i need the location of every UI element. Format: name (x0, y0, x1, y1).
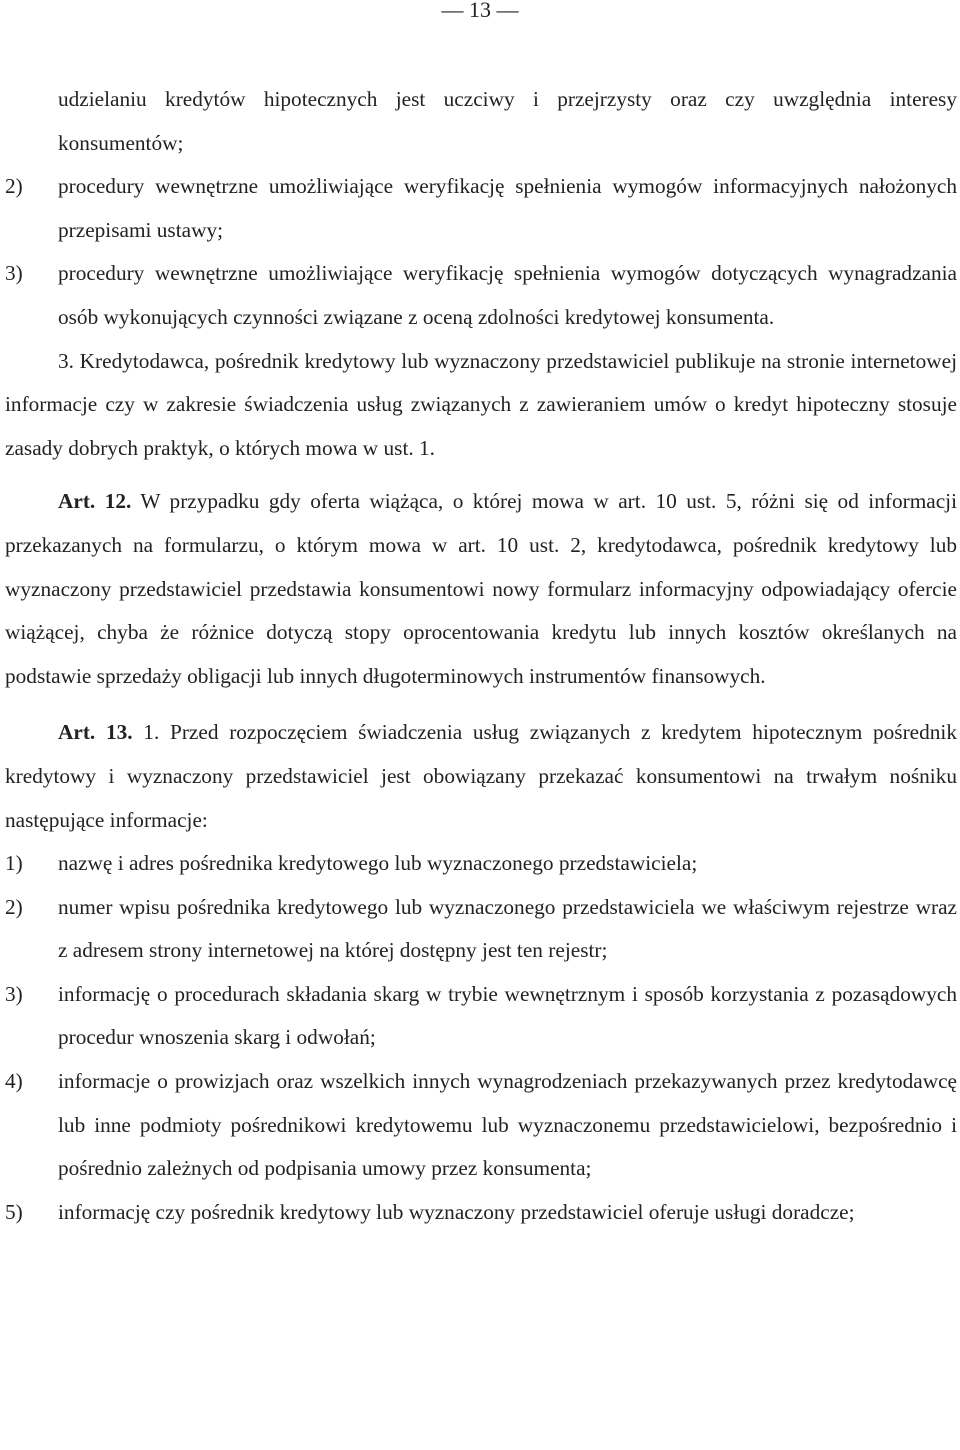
document-body (5, 78, 957, 1234)
article-12-label: Art. 12. (58, 489, 132, 514)
list-item-text: procedury wewnętrzne umożliwiające weryfikację spełnienia wymogów dotyczących wynagradzania osób wykonujących czynności związane z oceną zdolności kredytowej konsumenta. (58, 261, 957, 329)
list-item (5, 886, 957, 973)
article-12-text: W przypadku gdy oferta wiążąca, o której mowa w art. 10 ust. 5, różni się od informacji przekazanych na formularzu, o którym mowa w art. 10 ust. 2, kredytodawca, pośrednik kredytowy lub wyznaczony przedstawiciel przedstawia konsumentowi nowy formularz informacyjny odpowiadający ofercie wiążącej, chyba że różnice dotyczą stopy oprocentowania kredytu lub innych kosztów określanych na podstawie sprzedaży obligacji lub innych długoterminowych instrumentów finansowych. (5, 489, 957, 688)
list-item-text: informację czy pośrednik kredytowy lub wyznaczony przedstawiciel oferuje usługi doradcze; (58, 1199, 855, 1224)
article-13-label: Art. 13. (58, 720, 133, 745)
intro-continuation: udzielaniu kredytów hipotecznych jest uczciwy i przejrzysty oraz czy uwzględnia interesy konsumentów; (58, 87, 957, 155)
list-item (5, 973, 957, 1060)
list-item-text: procedury wewnętrzne umożliwiające weryfikację spełnienia wymogów informacyjnych nałożonych przepisami ustawy; (58, 174, 957, 242)
list-item-number: 1) (5, 851, 23, 876)
list-item (5, 842, 957, 886)
article-13-text: 1. Przed rozpoczęciem świadczenia usług związanych z kredytem hipotecznym pośrednik kredytowy i wyznaczony przedstawiciel jest obowiązany przekazać konsumentowi na trwałym nośniku następujące informacje: (5, 720, 957, 832)
list-item (5, 1191, 957, 1235)
list-item (5, 252, 957, 339)
list-item-number: 4) (5, 1069, 23, 1094)
list-item-text: nazwę i adres pośrednika kredytowego lub wyznaczonego przedstawiciela; (58, 851, 698, 876)
list-item-text: informację o procedurach składania skarg w trybie wewnętrznym i sposób korzystania z pozasądowych procedur wnoszenia skarg i odwołań; (58, 981, 957, 1050)
paragraph-3: 3. Kredytodawca, pośrednik kredytowy lub wyznaczony przedstawiciel publikuje na stronie internetowej informacje czy w zakresie świadczenia usług związanych z zawieraniem umów o kredyt hipoteczny stosuje zasady dobrych praktyk, o których mowa w ust. 1. (5, 348, 957, 460)
list-item (5, 1060, 957, 1191)
article-13 (5, 711, 957, 842)
list-item-number: 2) (5, 894, 23, 919)
list-item-number: 2) (5, 174, 23, 199)
list-item-number: 3) (5, 261, 23, 286)
page-number: — 13 — (441, 0, 519, 22)
list-item-number: 5) (5, 1199, 23, 1224)
list-item-text: numer wpisu pośrednika kredytowego lub wyznaczonego przedstawiciela we właściwym rejestrze wraz z adresem strony internetowej na której dostępny jest ten rejestr; (58, 894, 957, 963)
list-item-number: 3) (5, 981, 23, 1006)
article-12 (5, 480, 957, 698)
list-item (5, 165, 957, 252)
list-item-text: informacje o prowizjach oraz wszelkich innych wynagrodzeniach przekazywanych przez kredytodawcę lub inne podmioty pośrednikowi kredytowemu lub wyznaczonemu przedstawicielowi, bezpośrednio i pośrednio zależnych od podpisania umowy przez konsumenta; (58, 1069, 957, 1181)
